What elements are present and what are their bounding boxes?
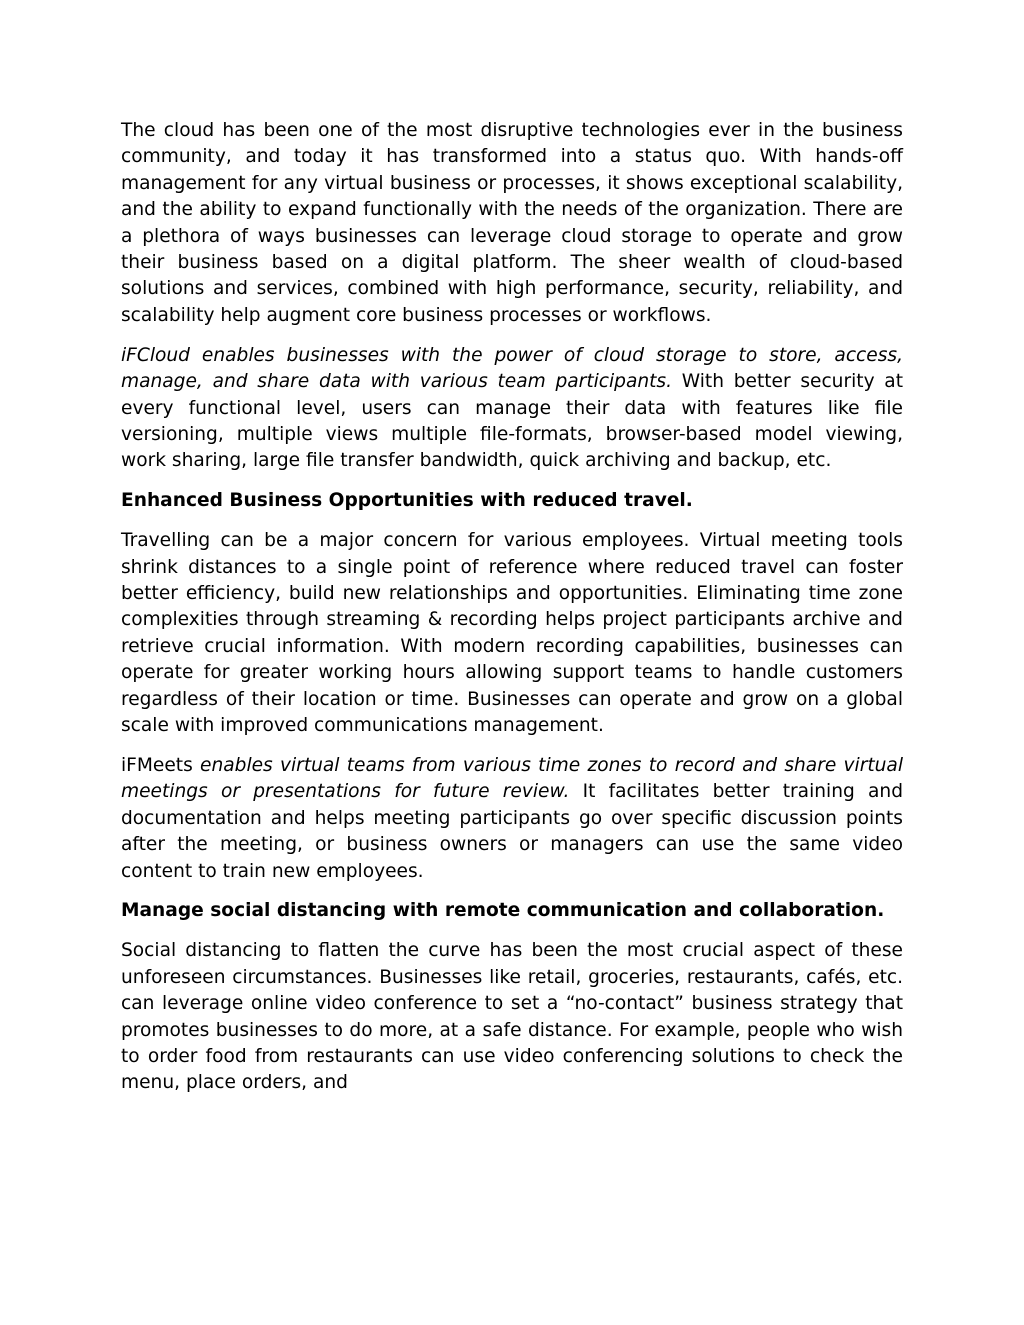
paragraph-social-distancing: Social distancing to flatten the curve has been the most crucial aspect of these unforeseen circumstances. Businesses like retail, groceries, restaurants, cafés, etc. can leverage online video conference to set a “no-contact” business strategy that promotes businesses to do more, at a safe distance. For example, people who wish to order food from restaurants can use video conferencing solutions to check the menu, place orders, and <box>121 940 903 1094</box>
heading-enhanced-business: Enhanced Business Opportunities with reduced travel. <box>121 490 693 512</box>
heading-social-distancing: Manage social distancing with remote communication and collaboration. <box>121 900 885 922</box>
document-page <box>121 118 903 1097</box>
ifmeets-body-text: It facilitates better training and documentation and helps meeting participants go over specific discussion points after the meeting, or business owners or managers can use the same video content to train new employees. <box>121 781 903 882</box>
ifcloud-body-text: With better security at every functional level, users can manage their data with features like file versioning, multiple views multiple file-formats, browser-based model viewing, work sharing, large file transfer bandwidth, quick archiving and backup, etc. <box>121 371 903 472</box>
paragraph-cloud-intro: The cloud has been one of the most disruptive technologies ever in the business community, and today it has transformed into a status quo. With hands-off management for any virtual business or processes, it shows exceptional scalability, and the ability to expand functionally with the needs of the organization. There are a plethora of ways businesses can leverage cloud storage to operate and grow their business based on a digital platform. The sheer wealth of cloud-based solutions and services, combined with high performance, security, reliability, and scalability help augment core business processes or workflows. <box>121 120 903 326</box>
ifmeets-lead-text: iFMeets <box>121 754 201 776</box>
paragraph-ifcloud <box>121 343 903 475</box>
ifmeets-italic-text: enables virtual teams from various time zones to record and share virtual meetings or presentations for future review. <box>121 754 903 803</box>
paragraph-travelling: Travelling can be a major concern for various employees. Virtual meeting tools shrink distances to a single point of reference where reduced travel can foster better efficiency, build new relationships and opportunities. Eliminating time zone complexities through streaming & recording helps project participants archive and retrieve crucial information. With modern recording capabilities, businesses can operate for greater working hours allowing support teams to handle customers regardless of their location or time. Businesses can operate and grow on a global scale with improved communications management. <box>121 530 903 737</box>
paragraph-ifmeets <box>121 753 903 885</box>
ifcloud-italic-text: iFCloud enables businesses with the power of cloud storage to store, access, manage, and share data with various team participants. <box>121 344 903 393</box>
